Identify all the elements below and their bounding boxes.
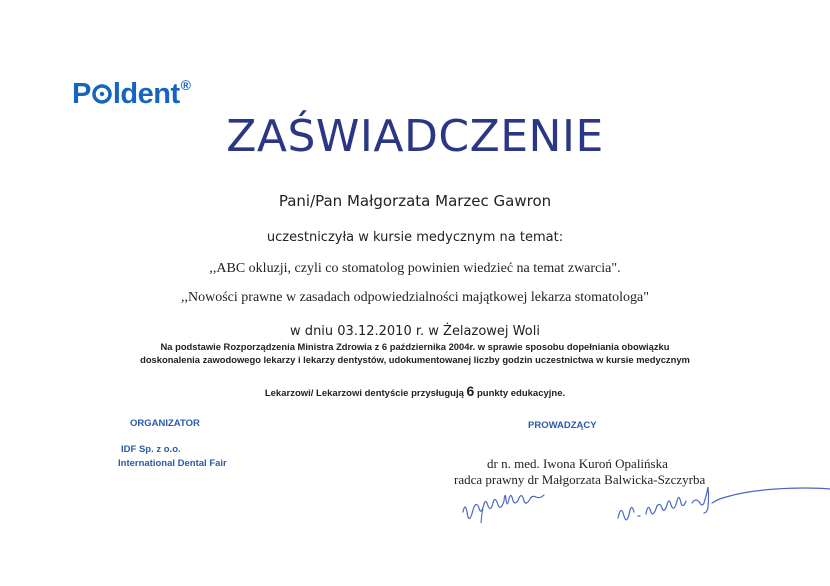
- points-number: 6: [466, 383, 475, 399]
- legal-line-1: Na podstawie Rozporządzenia Ministra Zdrowia z 6 października 2004r. w sprawie sposobu dopełniania obowiązku: [160, 341, 670, 352]
- registered-mark: ®: [180, 77, 191, 93]
- poldent-logo: [72, 76, 191, 112]
- leader-1: dr n. med. Iwona Kuroń Opalińska: [487, 456, 668, 471]
- organizer-event: International Dental Fair: [118, 458, 227, 469]
- organizer-company: IDF Sp. z o.o.: [121, 444, 181, 455]
- points-text-before: Lekarzowi/ Lekarzowi dentyście przysługują: [264, 388, 467, 399]
- signature-1: [463, 495, 544, 519]
- leaders-label: PROWADZĄCY: [528, 420, 597, 431]
- logo-circle-icon: [92, 84, 112, 104]
- logo-prefix: P: [72, 77, 91, 110]
- leader-2: radca prawny dr Małgorzata Balwicka-Szczyrba: [454, 472, 706, 487]
- recipient-name: Pani/Pan Małgorzata Marzec Gawron: [278, 192, 552, 210]
- legal-line-2: doskonalenia zawodowego lekarzy i lekarzy dentystów, udokumentowanej liczby godzin uczestnictwa w kursie medycznym: [140, 354, 690, 365]
- course-topic-2: ,,Nowości prawne w zasadach odpowiedzialności majątkowej lekarza stomatologa": [181, 290, 649, 305]
- logo-suffix: ldent: [112, 77, 180, 110]
- course-date-location: w dniu 03.12.2010 r. w Żelazowej Woli: [290, 324, 540, 339]
- education-points: [0, 383, 830, 399]
- participation-statement: uczestniczyła w kursie medycznym na temat:: [266, 230, 564, 245]
- signature-2: [618, 487, 830, 520]
- certificate-title: ZAŚWIADCZENIE: [226, 111, 604, 162]
- course-topic-1: ,,ABC okluzji, czyli co stomatolog powinien wiedzieć na temat zwarcia".: [209, 261, 621, 276]
- points-text-after: punkty edukacyjne.: [474, 388, 566, 399]
- legal-basis: [50, 340, 780, 366]
- organizer-label: ORGANIZATOR: [130, 418, 200, 429]
